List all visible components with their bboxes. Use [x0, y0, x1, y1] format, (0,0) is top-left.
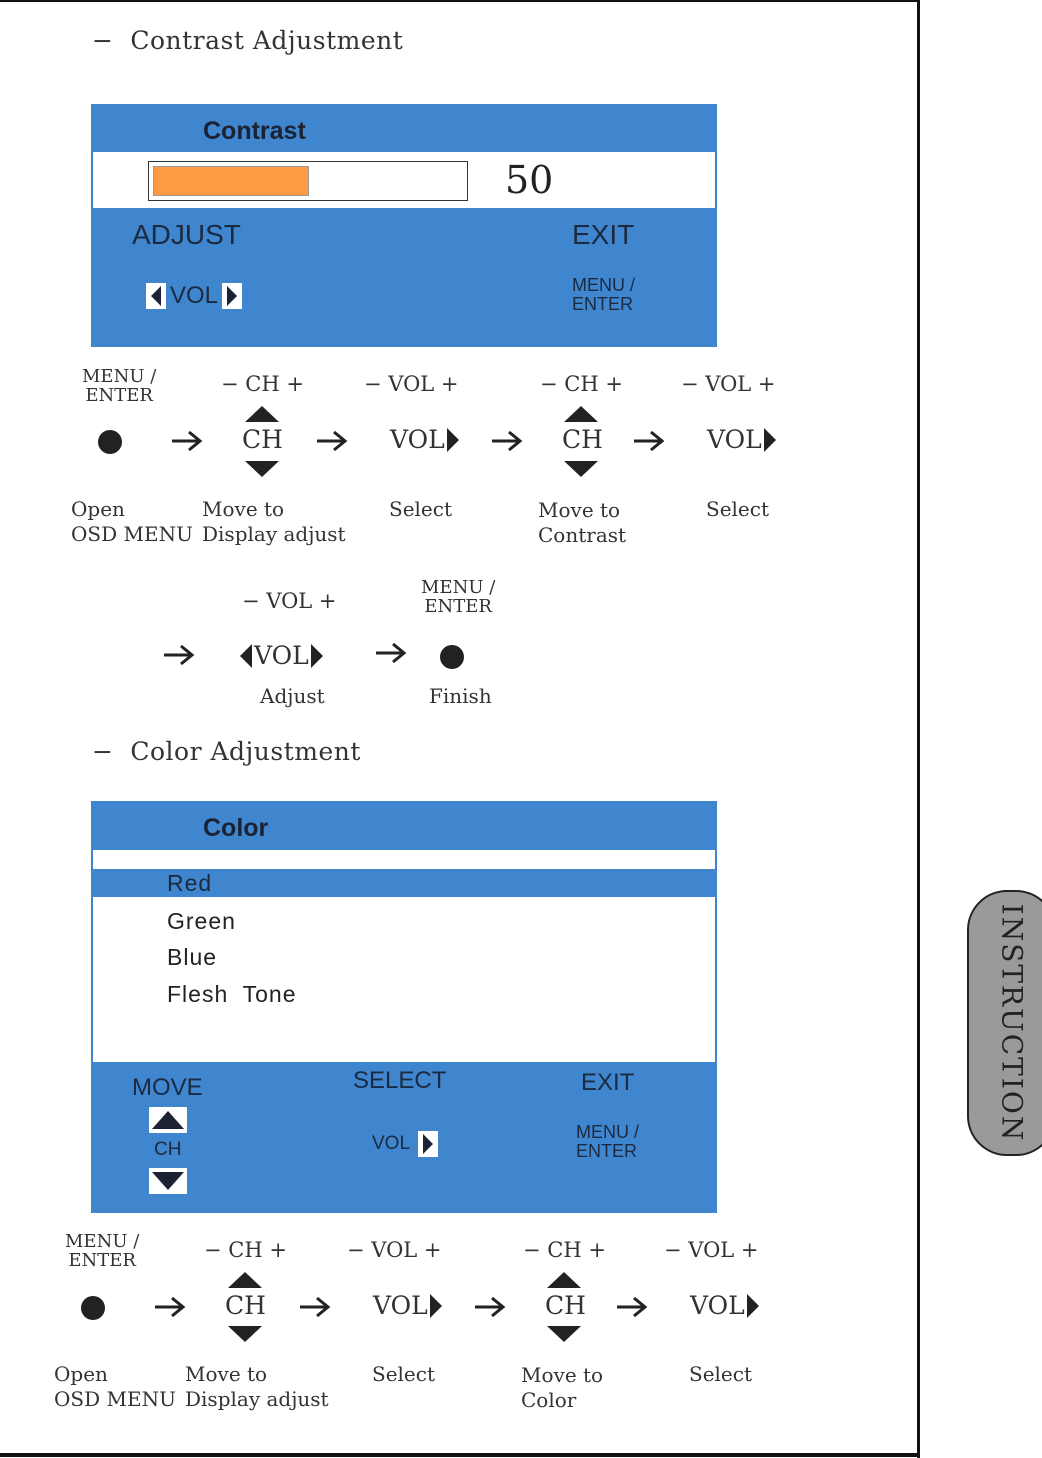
vol-right-arrow-icon: [309, 643, 325, 669]
vol-right-arrow-icon: [445, 427, 461, 453]
side-tab-label: INSTRUCTION: [995, 903, 1028, 1143]
adjust-vol-key: [146, 282, 242, 310]
move-key-label: CH: [154, 1139, 182, 1160]
vol-left-arrow-icon: [146, 283, 166, 309]
ch-hint: − CH +: [523, 1238, 606, 1262]
menu-hint-line1: MENU /: [421, 577, 496, 598]
contrast-value-row: [93, 152, 715, 208]
ch-up-key-icon: [149, 1107, 187, 1133]
vol-key[interactable]: [390, 425, 461, 454]
caption-line: Contrast: [538, 523, 627, 547]
caption-line: Move to: [185, 1362, 268, 1386]
exit-key-line2: ENTER: [572, 294, 634, 314]
ch-down-arrow-icon: [244, 460, 280, 478]
menu-item-blue[interactable]: Blue: [167, 944, 218, 970]
caption-line: Color: [521, 1388, 577, 1412]
contrast-osd-panel: [91, 104, 717, 347]
contrast-section-title: Contrast Adjustment: [130, 26, 404, 55]
ch-up-arrow-icon: [546, 1271, 582, 1289]
caption-line: Move to: [538, 498, 621, 522]
color-osd-panel: [91, 801, 717, 1213]
menu-button-icon[interactable]: [98, 430, 122, 454]
ch-key[interactable]: CH: [225, 1291, 266, 1320]
menu-hint-line1: MENU /: [82, 366, 157, 387]
ch-up-arrow-icon: [244, 405, 280, 423]
ch-key[interactable]: CH: [562, 425, 603, 454]
vol-right-arrow-icon: [418, 1131, 438, 1157]
vol-adjust-key[interactable]: [238, 641, 325, 670]
instruction-side-tab: [967, 890, 1042, 1156]
caption-line: Move to: [202, 497, 285, 521]
menu-enter-hint: [82, 367, 156, 405]
exit-key: [576, 1123, 639, 1161]
move-label: MOVE: [132, 1074, 203, 1101]
exit-key: [572, 276, 635, 314]
contrast-osd-title: Contrast: [203, 117, 306, 145]
step-caption: Select: [389, 497, 453, 521]
step-caption: Select: [689, 1362, 753, 1386]
arrow-right-icon: [153, 1294, 187, 1320]
select-key-label: VOL: [372, 1133, 411, 1154]
menu-item-red[interactable]: Red: [167, 870, 213, 896]
ch-key[interactable]: CH: [242, 425, 283, 454]
menu-item-flesh-tone[interactable]: Flesh Tone: [167, 981, 297, 1007]
arrow-right-icon: [170, 428, 204, 454]
caption-line: OSD MENU: [54, 1387, 176, 1411]
vol-key-label: VOL: [373, 1291, 428, 1320]
vol-key-label: VOL: [254, 641, 309, 670]
contrast-value: 50: [505, 158, 554, 202]
menu-item-green[interactable]: Green: [167, 908, 236, 934]
menu-enter-hint: [65, 1232, 139, 1270]
exit-key-line2: ENTER: [576, 1141, 638, 1161]
dash-bullet: −: [92, 737, 122, 766]
arrow-right-icon: [490, 428, 524, 454]
vol-key[interactable]: [373, 1291, 444, 1320]
vol-right-arrow-icon: [745, 1293, 761, 1319]
caption-line: OSD MENU: [71, 522, 193, 546]
vol-key-label: VOL: [707, 425, 762, 454]
step-caption: [185, 1362, 329, 1412]
step-caption: [71, 497, 193, 547]
ch-up-arrow-icon: [227, 1271, 263, 1289]
ch-up-arrow-icon: [563, 405, 599, 423]
page-right-border: [917, 0, 920, 1458]
vol-hint: − VOL +: [664, 1238, 759, 1262]
ch-down-key-icon: [149, 1168, 187, 1194]
contrast-section-heading: [92, 26, 403, 55]
page-top-border: [0, 0, 920, 2]
vol-key[interactable]: [690, 1291, 761, 1320]
vol-hint: − VOL +: [242, 589, 337, 613]
exit-key-line1: MENU /: [576, 1122, 639, 1142]
arrow-right-icon: [473, 1294, 507, 1320]
vol-left-arrow-icon: [238, 643, 254, 669]
vol-key[interactable]: [707, 425, 778, 454]
ch-hint: − CH +: [204, 1238, 287, 1262]
ch-key[interactable]: CH: [545, 1291, 586, 1320]
page-bottom-border: [0, 1453, 920, 1457]
vol-right-arrow-icon: [428, 1293, 444, 1319]
menu-hint-line1: MENU /: [65, 1231, 140, 1252]
menu-hint-line2: ENTER: [424, 596, 492, 617]
caption-line: Display adjust: [202, 522, 346, 546]
vol-key-label: VOL: [690, 1291, 745, 1320]
vol-hint: − VOL +: [681, 372, 776, 396]
vol-hint: − VOL +: [364, 372, 459, 396]
step-caption: Finish: [429, 684, 492, 708]
contrast-level-bar[interactable]: [148, 161, 468, 201]
step-caption: Adjust: [260, 684, 325, 708]
dash-bullet: −: [92, 26, 122, 55]
color-osd-title: Color: [203, 814, 269, 842]
arrow-right-icon: [632, 428, 666, 454]
color-section-title: Color Adjustment: [130, 737, 361, 766]
ch-down-arrow-icon: [227, 1325, 263, 1343]
contrast-level-fill: [153, 166, 309, 196]
step-caption: Select: [372, 1362, 436, 1386]
vol-right-arrow-icon: [762, 427, 778, 453]
exit-label: EXIT: [581, 1069, 635, 1096]
menu-button-icon[interactable]: [81, 1296, 105, 1320]
arrow-right-icon: [374, 640, 408, 666]
step-caption: Select: [706, 497, 770, 521]
menu-button-icon[interactable]: [440, 645, 464, 669]
vol-key-label: VOL: [390, 425, 445, 454]
ch-hint: − CH +: [221, 372, 304, 396]
adjust-key-label: VOL: [170, 282, 219, 309]
caption-line: Move to: [521, 1363, 604, 1387]
exit-key-line1: MENU /: [572, 275, 635, 295]
color-menu-list: [93, 850, 715, 1062]
select-key: [372, 1131, 438, 1157]
step-caption: [538, 498, 626, 548]
caption-line: Open: [54, 1362, 108, 1386]
select-label: SELECT: [353, 1067, 447, 1094]
menu-enter-hint: [421, 578, 495, 616]
menu-hint-line2: ENTER: [85, 385, 153, 406]
caption-line: Display adjust: [185, 1387, 329, 1411]
vol-hint: − VOL +: [347, 1238, 442, 1262]
ch-hint: − CH +: [540, 372, 623, 396]
ch-down-arrow-icon: [563, 460, 599, 478]
arrow-right-icon: [298, 1294, 332, 1320]
color-section-heading: [92, 737, 361, 766]
arrow-right-icon: [615, 1294, 649, 1320]
step-caption: [202, 497, 346, 547]
ch-down-arrow-icon: [546, 1325, 582, 1343]
step-caption: [521, 1363, 603, 1413]
step-caption: [54, 1362, 176, 1412]
adjust-label: ADJUST: [132, 219, 241, 250]
arrow-right-icon: [315, 428, 349, 454]
caption-line: Open: [71, 497, 125, 521]
vol-right-arrow-icon: [222, 283, 242, 309]
menu-hint-line2: ENTER: [68, 1250, 136, 1271]
exit-label: EXIT: [572, 219, 635, 250]
arrow-right-icon: [162, 642, 196, 668]
